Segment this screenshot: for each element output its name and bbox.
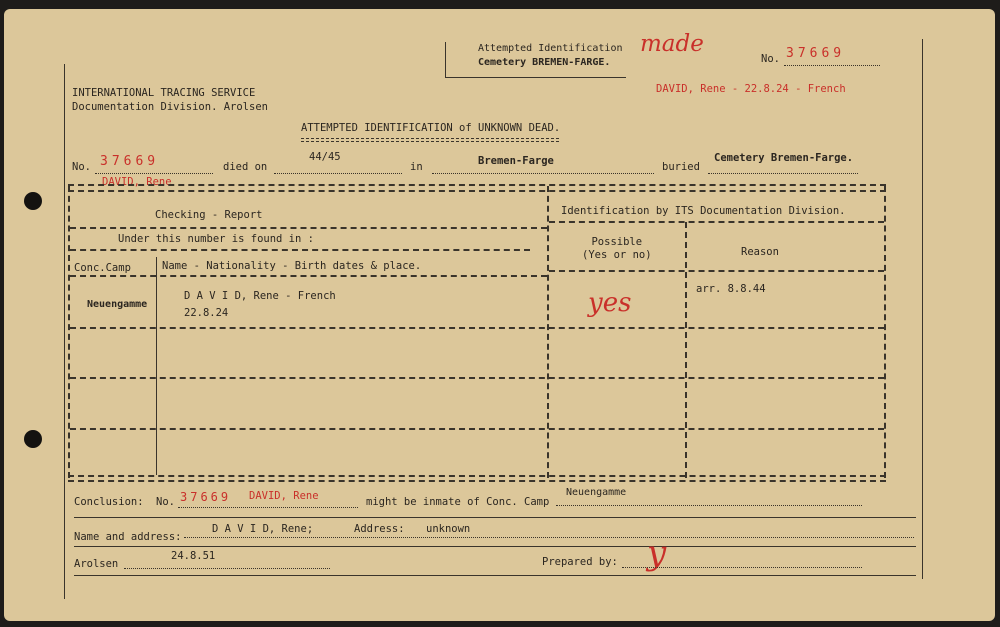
table-right-border [884,186,886,478]
record-name: DAVID, Rene [102,176,172,188]
conclusion-no-label: No. [156,496,175,508]
row1-possible: yes [588,288,632,318]
footer-date-dots [124,568,330,569]
conclusion-camp-dots [556,505,862,506]
row1-birth: 22.8.24 [184,307,229,319]
header-number: 37669 [786,46,846,61]
conclusion-name: DAVID, Rene [249,490,319,502]
table-top-border-2 [68,190,886,192]
table-bottom-border-2 [68,480,886,482]
table-left-border [68,186,70,478]
in-dots [432,173,654,174]
header-no-dots [784,65,880,66]
table-top-border [68,184,886,186]
in-label: in [410,161,423,173]
row-rule-2 [70,377,884,379]
org-line2: Documentation Division. Arolsen [72,101,268,113]
left-margin-rule [64,64,65,599]
record-number: 37669 [100,154,160,169]
conclusion-rule [74,517,916,518]
buried-value: Cemetery Bremen-Farge. [714,152,854,164]
stamp-line1: Attempted Identification [478,43,623,54]
sub-header-rule [70,249,530,251]
row-rule-1 [70,327,884,329]
table-camp-divider [156,257,157,475]
conclusion-number: 37669 [180,490,232,504]
checking-report-header: Checking - Report [155,209,263,221]
punch-hole-top [24,192,42,210]
org-line1: INTERNATIONAL TRACING SERVICE [72,87,256,99]
record-no-label: No. [72,161,91,173]
row1-reason: arr. 8.8.44 [696,283,766,295]
bottom-rule [74,575,916,576]
punch-hole-bottom [24,430,42,448]
document-title: ATTEMPTED IDENTIFICATION of UNKNOWN DEAD. [301,122,561,134]
col-reason-header: Reason [741,246,779,258]
prepared-by-signature: y [647,533,667,573]
buried-label: buried [662,161,700,173]
died-dots [274,173,402,174]
table-reason-divider [685,222,687,478]
table-mid-divider [547,186,549,478]
conclusion-no-dots [178,507,358,508]
header-rule-left [70,227,547,229]
col-possible-line1: Possible [591,236,643,248]
conclusion-middle: might be inmate of Conc. Camp [366,496,550,508]
died-value: 44/45 [309,151,341,163]
col-name-header: Name - Nationality - Birth dates & place. [162,260,422,272]
its-identification-header: Identification by ITS Documentation Division. [561,205,846,217]
name-address-label: Name and address: [74,531,182,543]
name-address-rule [74,546,916,547]
record-no-dots [95,173,213,174]
right-margin-rule [922,39,923,579]
column-header-rule-left [70,275,547,277]
found-in-header: Under this number is found in : [118,233,314,245]
buried-dots [708,173,858,174]
row-rule-3 [70,428,884,430]
stamp-line2: Cemetery BREMEN-FARGE. [478,57,611,68]
in-value: Bremen-Farge [478,155,554,167]
conclusion-label: Conclusion: [74,496,144,508]
title-underline [301,138,559,142]
person-reference: DAVID, Rene - 22.8.24 - French [656,83,846,95]
name-address-dots [184,537,914,538]
name-address-name: D A V I D, Rene; [212,523,314,535]
prepared-by-dots [622,567,862,568]
footer-date: 24.8.51 [171,550,216,562]
table-bottom-border [68,475,886,477]
died-label: died on [223,161,268,173]
col-camp-header: Conc.Camp [74,262,131,274]
row1-name: D A V I D, Rene - French [184,290,336,302]
col-possible-line2: (Yes or no) [582,249,652,261]
prepared-by-label: Prepared by: [542,556,618,568]
conclusion-camp: Neuengamme [566,487,627,498]
header-rule-right [549,221,884,223]
index-card [4,9,995,621]
col-possible-header [582,236,652,262]
row1-camp: Neuengamme [87,299,148,310]
address-label: Address: [354,523,405,535]
column-header-rule-right [549,270,884,272]
header-no-label: No. [761,53,780,65]
footer-place: Arolsen [74,558,119,570]
handwritten-note: made [640,31,704,57]
address-value: unknown [426,523,471,535]
